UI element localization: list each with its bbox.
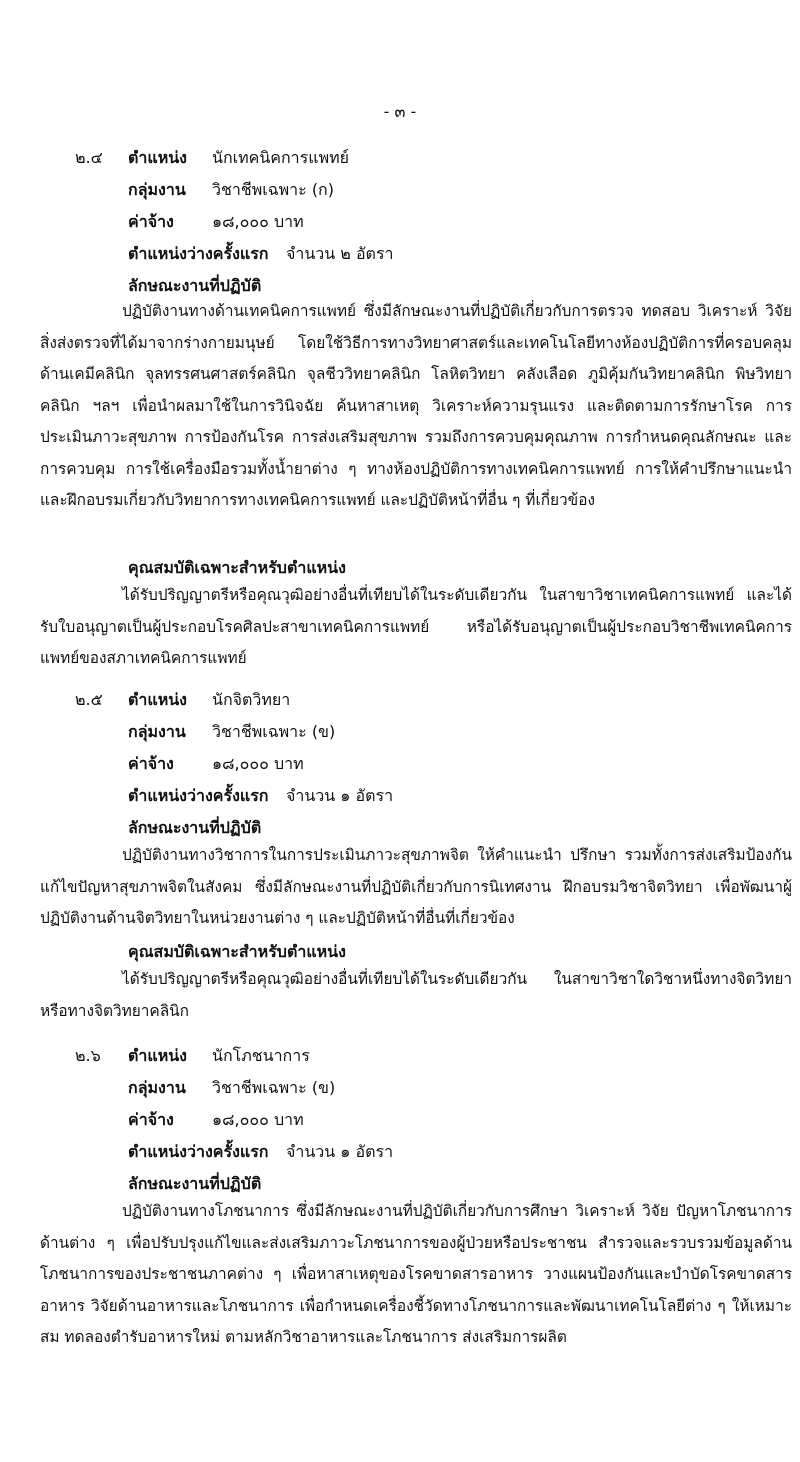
vacancy-value: จำนวน ๑ อัตรา [286, 786, 394, 805]
group-label: กลุ่มงาน [128, 180, 186, 199]
group-value: วิชาชีพเฉพาะ (ข) [212, 722, 336, 741]
wage-label: ค่าจ้าง [128, 754, 174, 773]
duties-label: ลักษณะงานที่ปฏิบัติ [128, 276, 262, 295]
qualification-paragraph [40, 964, 792, 1027]
section-number: ๒.๔ [75, 148, 103, 167]
duties-text: ปฏิบัติงานทางวิชาการในการประเมินภาวะสุขภาพจิต ให้คำแนะนำ ปรึกษา รวมทั้งการส่งเสริมป้องกัน แก้ไขปัญหาสุขภาพจิตในสังคม ซึ่งมีลักษณะงานที่ปฏิบัติเกี่ยวกับการนิเทศงาน ฝึกอบรมวิชาจิตวิทยา เพื่อพัฒนาผู้ปฏิบัติงานด้านจิตวิทยาในหน่วยงานต่าง ๆ และปฏิบัติหน้าที่อื่นที่เกี่ยวข้อง [40, 846, 792, 927]
wage-label: ค่าจ้าง [128, 1110, 174, 1129]
qualification-text: ได้รับปริญญาตรีหรือคุณวุฒิอย่างอื่นที่เทียบได้ในระดับเดียวกัน ในสาขาวิชาใดวิชาหนึ่งทางจิตวิทยา หรือทางจิตวิทยาคลินิก [40, 970, 792, 1020]
section-number: ๒.๕ [75, 690, 103, 709]
vacancy-value: จำนวน ๑ อัตรา [286, 1142, 394, 1161]
group-label: กลุ่มงาน [128, 722, 186, 741]
group-label: กลุ่มงาน [128, 1078, 186, 1097]
wage-label: ค่าจ้าง [128, 212, 174, 231]
group-value: วิชาชีพเฉพาะ (ก) [212, 180, 334, 199]
duties-label: ลักษณะงานที่ปฏิบัติ [128, 818, 262, 837]
position-value: นักจิตวิทยา [212, 690, 291, 709]
wage-value: ๑๘,๐๐๐ บาท [212, 754, 304, 773]
qualification-paragraph [40, 580, 792, 675]
duties-paragraph [40, 296, 792, 517]
duties-label: ลักษณะงานที่ปฏิบัติ [128, 1174, 262, 1193]
section-number: ๒.๖ [75, 1046, 101, 1065]
duties-text: ปฏิบัติงานทางด้านเทคนิคการแพทย์ ซึ่งมีลักษณะงานที่ปฏิบัติเกี่ยวกับการตรวจ ทดสอบ วิเคราะห์ วิจัยสิ่งส่งตรวจที่ได้มาจากร่างกายมนุษย์ โดยใช้วิธีการทางวิทยาศาสตร์และเทคโนโลยีทางห้องปฏิบัติการที่ครอบคลุมด้านเคมีคลินิก จุลทรรศนศาสตร์คลินิก จุลชีววิทยาคลินิก โลหิตวิทยา คลังเลือด ภูมิคุ้มกันวิทยาคลินิก พิษวิทยาคลินิก ฯลฯ เพื่อนำผลมาใช้ในการวินิจฉัย ค้นหาสาเหตุ วิเคราะห์ความรุนแรง และติดตามการรักษาโรค การประเมินภาวะสุขภาพ การป้องกันโรค การส่งเสริมสุขภาพ รวมถึงการควบคุมคุณภาพ การกำหนดคุณลักษณะ และการควบคุม การใช้เครื่องมือรวมทั้งน้ำยาต่าง ๆ ทางห้องปฏิบัติการทางเทคนิคการแพทย์ การให้คำปรึกษาแนะนำ และฝึกอบรมเกี่ยวกับวิทยาการทางเทคนิคการแพทย์ และปฏิบัติหน้าที่อื่น ๆ ที่เกี่ยวข้อง [40, 302, 792, 509]
vacancy-label: ตำแหน่งว่างครั้งแรก [128, 244, 269, 263]
vacancy-value: จำนวน ๒ อัตรา [286, 244, 394, 263]
vacancy-label: ตำแหน่งว่างครั้งแรก [128, 786, 269, 805]
position-value: นักโภชนาการ [212, 1046, 310, 1065]
position-label: ตำแหน่ง [128, 690, 187, 709]
duties-paragraph [40, 840, 792, 935]
wage-value: ๑๘,๐๐๐ บาท [212, 1110, 304, 1129]
qualification-label: คุณสมบัติเฉพาะสำหรับตำแหน่ง [128, 558, 346, 577]
page-number: - ๓ - [383, 102, 417, 121]
position-label: ตำแหน่ง [128, 148, 187, 167]
group-value: วิชาชีพเฉพาะ (ข) [212, 1078, 336, 1097]
qualification-text: ได้รับปริญญาตรีหรือคุณวุฒิอย่างอื่นที่เทียบได้ในระดับเดียวกัน ในสาขาวิชาเทคนิคการแพทย์ และได้รับใบอนุญาตเป็นผู้ประกอบโรคศิลปะสาขาเทคนิคการแพทย์ หรือได้รับอนุญาตเป็นผู้ประกอบวิชาชีพเทคนิคการแพทย์ของสภาเทคนิคการแพทย์ [40, 586, 792, 667]
position-label: ตำแหน่ง [128, 1046, 187, 1065]
duties-paragraph [40, 1196, 792, 1354]
vacancy-label: ตำแหน่งว่างครั้งแรก [128, 1142, 269, 1161]
qualification-label: คุณสมบัติเฉพาะสำหรับตำแหน่ง [128, 942, 346, 961]
position-value: นักเทคนิคการแพทย์ [212, 148, 350, 167]
wage-value: ๑๘,๐๐๐ บาท [212, 212, 304, 231]
duties-text: ปฏิบัติงานทางโภชนาการ ซึ่งมีลักษณะงานที่ปฏิบัติเกี่ยวกับการศึกษา วิเคราะห์ วิจัย ปัญหาโภชนาการด้านต่าง ๆ เพื่อปรับปรุงแก้ไขและส่งเสริมภาวะโภชนาการของผู้ป่วยหรือประชาชน สำรวจและรวบรวมข้อมูลด้านโภชนาการของประชาชนภาคต่าง ๆ เพื่อหาสาเหตุของโรคขาดสารอาหาร วางแผนป้องกันและบำบัดโรคขาดสารอาหาร วิจัยด้านอาหารและโภชนาการ เพื่อกำหนดเครื่องชี้วัดทางโภชนาการและพัฒนาเทคโนโลยีต่าง ๆ ให้เหมาะสม ทดลองตำรับอาหารใหม่ ตามหลักวิชาอาหารและโภชนาการ ส่งเสริมการผลิต [40, 1202, 792, 1346]
